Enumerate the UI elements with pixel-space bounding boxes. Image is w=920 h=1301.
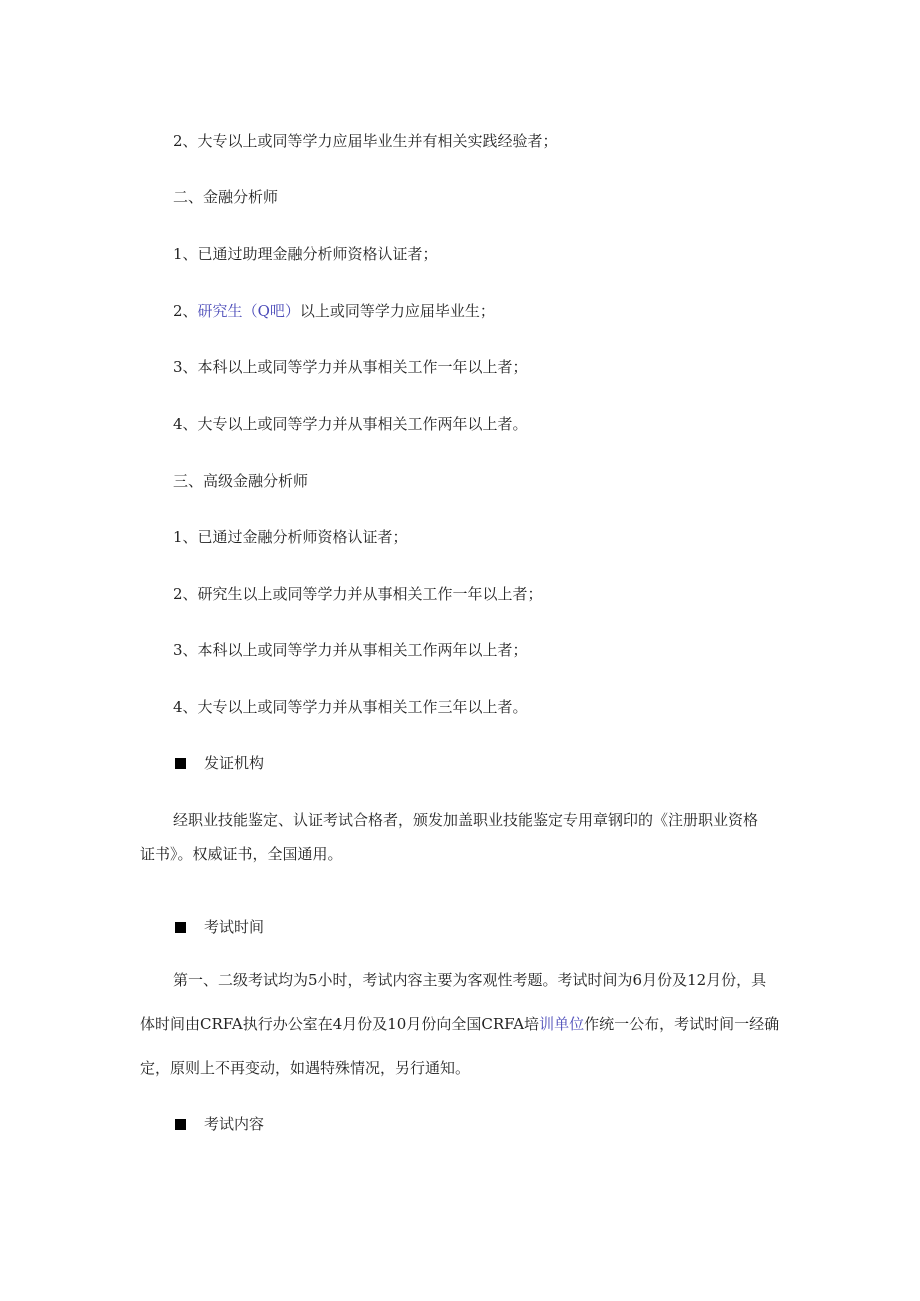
issuing-paragraph (140, 810, 782, 864)
heading-senior-financial-analyst: 三、高级金融分析师 (173, 472, 309, 490)
requirement-senior-1: 1、已通过金融分析师资格认证者； (173, 528, 408, 546)
requirement-senior-3: 3、本科以上或同等学力并从事相关工作两年以上者； (173, 641, 528, 659)
training-unit-link[interactable]: 训单位 (539, 1015, 585, 1033)
square-bullet-icon (175, 1119, 186, 1130)
graduate-link[interactable]: 研究生 (197, 302, 243, 320)
requirement-analyst-4: 4、大专以上或同等学力并从事相关工作两年以上者。 (173, 415, 528, 433)
exam-time-line-1: 第一、二级考试均为5小时，考试内容主要为客观性考题。考试时间为6月份及12月份，具 (173, 971, 767, 989)
heading-financial-analyst: 二、金融分析师 (173, 188, 279, 206)
requirement-suffix: 以上或同等学力应届毕业生； (299, 302, 495, 320)
requirement-prefix: 2、 (173, 302, 198, 320)
paragraph-line: 证书》。权威证书，全国通用。 (140, 845, 343, 863)
requirement-analyst-1: 1、已通过助理金融分析师资格认证者； (173, 245, 438, 263)
paragraph-line: 经职业技能鉴定、认证考试合格者，颁发加盖职业技能鉴定专用章钢印的《注册职业资格 (173, 811, 759, 829)
exam-time-text-b: 作统一公布，考试时间一经确 (584, 1015, 780, 1033)
section-heading-issuing (175, 753, 264, 773)
requirement-analyst-3: 3、本科以上或同等学力并从事相关工作一年以上者； (173, 358, 528, 376)
exam-time-line-3: 定，原则上不再变动，如遇特殊情况，另行通知。 (140, 1059, 471, 1077)
section-heading-label: 考试时间 (204, 918, 265, 936)
requirement-assistant-2: 2、大专以上或同等学力应届毕业生并有相关实践经验者； (173, 132, 558, 150)
square-bullet-icon (175, 758, 186, 769)
exam-time-line-2 (140, 1014, 779, 1034)
qba-link[interactable]: （Q吧） (242, 302, 300, 320)
requirement-analyst-2 (173, 301, 495, 321)
section-heading-label: 考试内容 (204, 1115, 265, 1133)
requirement-senior-2: 2、研究生以上或同等学力并从事相关工作一年以上者； (173, 585, 543, 603)
square-bullet-icon (175, 922, 186, 933)
requirement-senior-4: 4、大专以上或同等学力并从事相关工作三年以上者。 (173, 698, 528, 716)
section-heading-exam-content (175, 1114, 264, 1134)
section-heading-label: 发证机构 (204, 754, 265, 772)
exam-time-text-a: 体时间由CRFA执行办公室在4月份及10月份向全国CRFA培 (140, 1015, 540, 1033)
section-heading-exam-time (175, 917, 264, 937)
